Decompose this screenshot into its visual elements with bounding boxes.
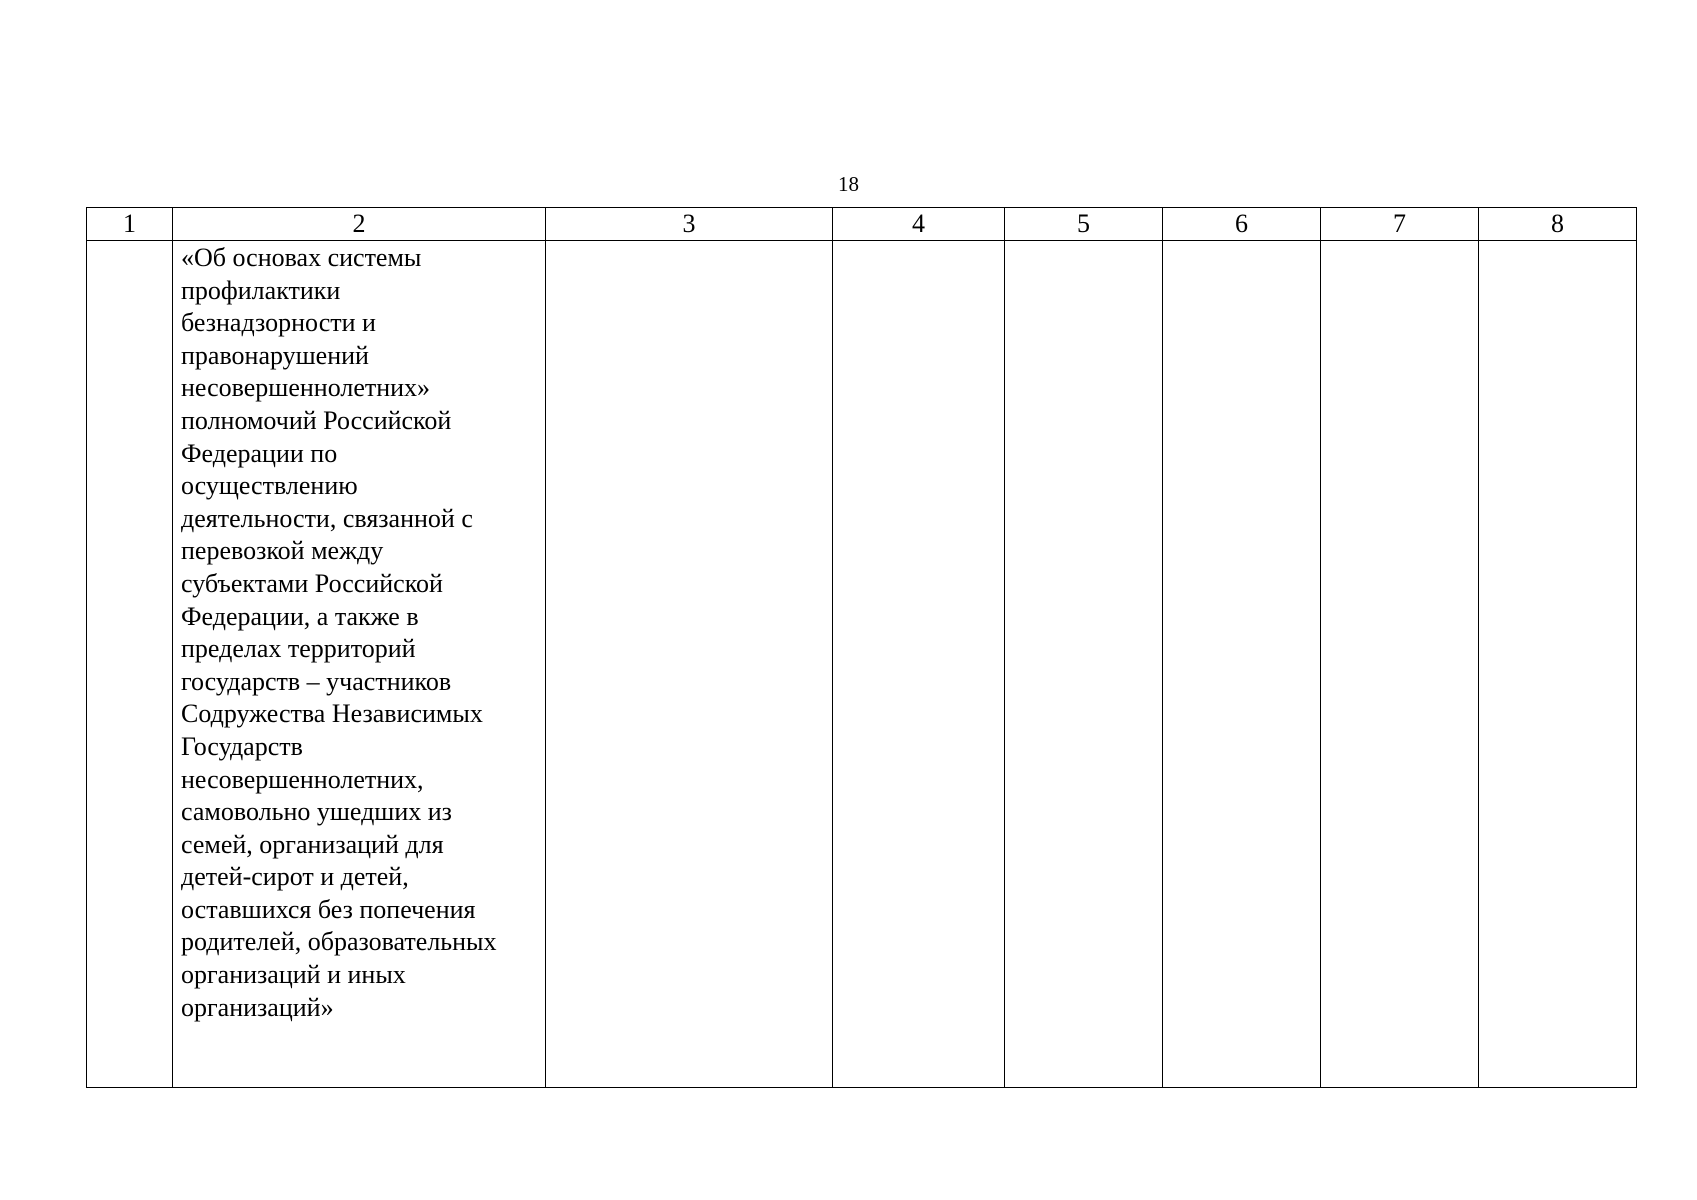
table-cell-col6: [1163, 241, 1321, 1088]
table-row: [87, 241, 1637, 1088]
column-header-4: 4: [833, 208, 1005, 241]
cell-text-col7: [1321, 241, 1478, 242]
column-header-7: 7: [1321, 208, 1479, 241]
column-header-2: 2: [173, 208, 546, 241]
page-number: 18: [838, 172, 859, 196]
table-cell-col8: [1479, 241, 1637, 1088]
table-header-row: [87, 208, 1637, 241]
column-header-1: 1: [87, 208, 173, 241]
column-header-8: 8: [1479, 208, 1637, 241]
table-cell-col2: [173, 241, 546, 1088]
column-header-6: 6: [1163, 208, 1321, 241]
table-cell-col5: [1005, 241, 1163, 1088]
column-header-5: 5: [1005, 208, 1163, 241]
column-header-3: 3: [546, 208, 833, 241]
table-cell-col4: [833, 241, 1005, 1088]
cell-text-col8: [1479, 241, 1636, 242]
cell-text-col3: [546, 241, 832, 242]
cell-text-col5: [1005, 241, 1162, 242]
cell-text-col1: [87, 241, 172, 242]
table-cell-col3: [546, 241, 833, 1088]
cell-text-col2: «Об основах системы профилактики безнадзорности и правонарушений несовершеннолетних» полномочий Российской Федерации по осуществлению деятельности, связанной с перевозкой между субъектами Российской Федерации, а также в пределах территорий государств – участников Содружества Независимых Государств несовершеннолетних, самовольно ушедших из семей, организаций для детей-сирот и детей, оставшихся без попечения родителей, образовательных организаций и иных организаций»: [181, 243, 497, 1022]
table-cell-col1: [87, 241, 173, 1088]
table-cell-col7: [1321, 241, 1479, 1088]
document-table: [86, 207, 1637, 1088]
cell-text-col6: [1163, 241, 1320, 242]
cell-text-col4: [833, 241, 1004, 242]
